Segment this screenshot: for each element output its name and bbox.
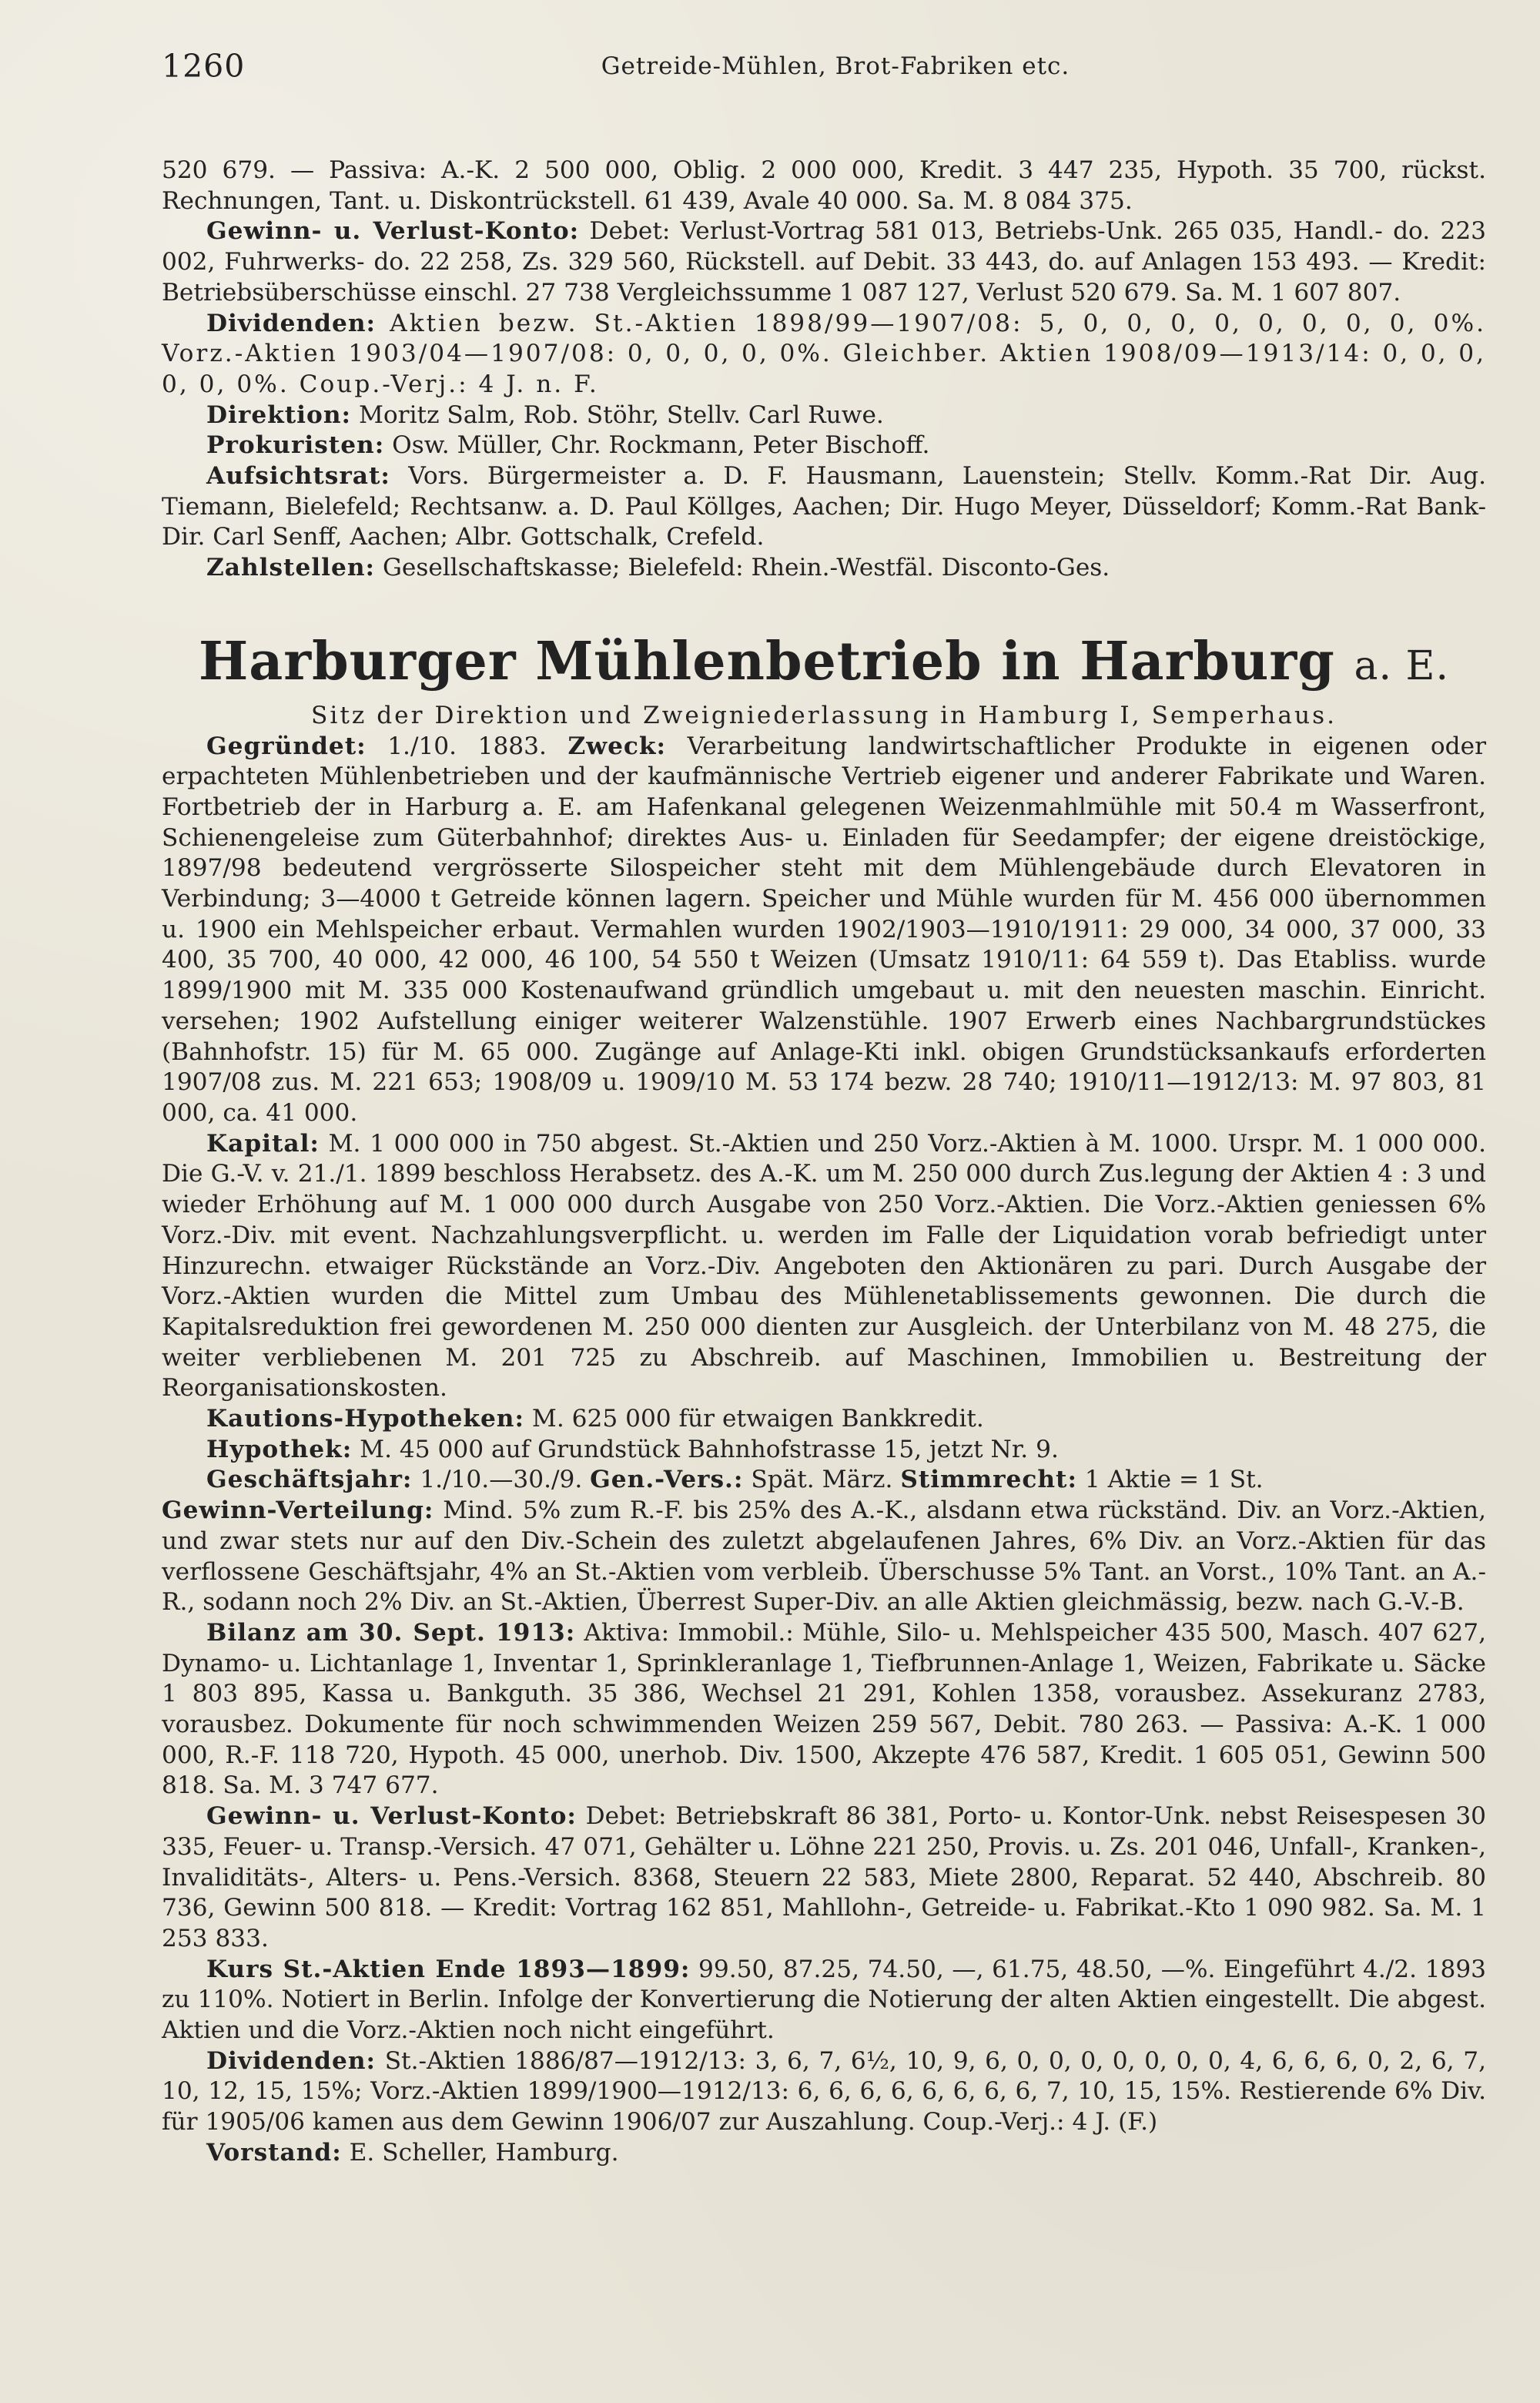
company-entry (162, 732, 1486, 2169)
zahlstellen-label: Zahlstellen: (206, 554, 376, 582)
previous-direktion: Direktion: Moritz Salm, Rob. Stöhr, Stellv. Carl Ruwe. (206, 400, 884, 429)
geschaeftsjahr-label: Geschäftsjahr: (206, 1466, 413, 1494)
company-vorstand: Vorstand: E. Scheller, Hamburg. (206, 2138, 619, 2167)
company-seat: Sitz der Direktion und Zweigniederlassung in Hamburg I, Semperhaus. (310, 701, 1337, 729)
running-title: Getreide-Mühlen, Brot-Fabriken etc. (601, 52, 1070, 80)
company-title (162, 632, 1486, 696)
company-geschaeftsjahr: Geschäftsjahr: 1./10.—30./9. Gen.-Vers.: Spät. März. Stimmrecht: 1 Aktie = 1 St. (206, 1466, 1264, 1494)
company-bilanz: Bilanz am 30. Sept. 1913: Aktiva: Immobil.: Mühle, Silo- u. Mehlspeicher 435 500, Masch. 407 627, Dynamo- u. Lichtanlage 1, Inventar 1, Sprinkleranlage 1, Tiefbrunnen-Anlage 1, Weizen, Fabrikate u. Säcke 1 803 895, Kassa u. Bankguth. 35 386, Wechsel 21 291, Kohlen 1358, vorausbez. Assekuranz 2783, vorausbez. Dokumente für noch schwimmenden Weizen 259 567, Debit. 780 263. — Passiva: A.-K. 1 000 000, R.-F. 118 720, Hypoth. 45 000, unerhob. Div. 1500, Akzepte 476 587, Kredit. 1 605 051, Gewinn 500 818. Sa. M. 3 747 677. (162, 1618, 1486, 1800)
kautions-label: Kautions-Hypotheken: (206, 1405, 524, 1433)
vorstand-label: Vorstand: (206, 2138, 342, 2167)
kapital-label: Kapital: (206, 1129, 320, 1158)
genvers-label: Gen.-Vers.: (590, 1466, 744, 1494)
previous-company-section (162, 156, 1486, 584)
gegruendet-label: Gegründet: (206, 732, 367, 760)
previous-passiva: 520 679. — Passiva: A.-K. 2 500 000, Oblig. 2 000 000, Kredit. 3 447 235, Hypoth. 35 700, rückst. Rechnungen, Tant. u. Diskontrückstell. 61 439, Avale 40 000. Sa. M. 8 084 375. (162, 156, 1486, 215)
company-kapital: Kapital: M. 1 000 000 in 750 abgest. St.-Aktien und 250 Vorz.-Aktien à M. 1000. Urspr. M. 1 000 000. Die G.-V. v. 21./1. 1899 beschloss Herabsetz. des A.-K. um M. 250 000 durch Zus.legung der Aktien 4 : 3 und wieder Erhöhung auf M. 1 000 000 durch Ausgabe von 250 Vorz.-Aktien. Die Vorz.-Aktien geniessen 6% Vorz.-Div. mit event. Nachzahlungsverpflicht. u. werden im Falle der Liquidation vorab befriedigt unter Hinzurechn. etwaiger Rückstände an Vorz.-Div. Angeboten den Aktionären zu pari. Durch Ausgabe der Vorz.-Aktien wurden die Mittel zum Umbau des Mühlenetablissements gewonnen. Die durch die Kapitalsreduktion frei gewordenen M. 250 000 dienten zur Ausgleich. der Unterbilanz von M. 48 275, die weiter verbliebenen M. 201 725 zu Abschreib. auf Maschinen, Immobilien u. Bestreitung der Reorganisationskosten. (162, 1129, 1486, 1403)
guv-label: Gewinn- u. Verlust-Konto: (206, 1802, 577, 1831)
previous-gewinn-konto: Gewinn- u. Verlust-Konto: Debet: Verlust-Vortrag 581 013, Betriebs-Unk. 265 035, Handl.- do. 223 002, Fuhrwerks- do. 22 258, Zs. 329 560, Rückstell. auf Debit. 33 443, do. auf Anlagen 153 493. — Kredit: Betriebsüberschüsse einschl. 27 738 Vergleichssumme 1 087 127, Verlust 520 679. Sa. M. 1 607 807. (162, 217, 1487, 307)
company-kurs: Kurs St.-Aktien Ende 1893—1899: 99.50, 87.25, 74.50, —, 61.75, 48.50, —%. Eingeführt 4./2. 1893 zu 110%. Notiert in Berlin. Infolge der Konvertierung die Notierung der alten Aktien eingestellt. Die abgest. Aktien und die Vorz.-Aktien noch nicht eingeführt. (162, 1955, 1487, 2045)
dividenden-label: Dividenden: (206, 309, 377, 337)
prokuristen-label: Prokuristen: (206, 431, 385, 460)
zweck-label: Zweck: (567, 732, 667, 760)
gewinn-label: Gewinn- u. Verlust-Konto: (206, 217, 580, 246)
company-dividenden: Dividenden: St.-Aktien 1886/87—1912/13: 3, 6, 7, 6½, 10, 9, 6, 0, 0, 0, 0, 0, 0, 0, 4, 6, 6, 6, 0, 2, 6, 7, 10, 12, 15, 15%; Vorz.-Aktien 1899/1900—1912/13: 6, 6, 6, 6, 6, 6, 6, 6, 7, 10, 15, 15%. Restierende 6% Div. für 1905/06 kamen aus dem Gewinn 1906/07 zur Auszahlung. Coup.-Verj.: 4 J. (F.) (162, 2046, 1486, 2137)
previous-prokuristen: Prokuristen: Osw. Müller, Chr. Rockmann, Peter Bischoff. (206, 431, 930, 460)
company-guv-konto: Gewinn- u. Verlust-Konto: Debet: Betriebskraft 86 381, Porto- u. Kontor-Unk. nebst Reisespesen 30 335, Feuer- u. Transp.-Versich. 47 071, Gehälter u. Löhne 221 250, Provis. u. Zs. 201 046, Unfall-, Kranken-, Invaliditäts-, Alters- u. Pens.-Versich. 8368, Steuern 22 583, Miete 2800, Reparat. 52 440, Abschreib. 80 736, Gewinn 500 818. — Kredit: Vortrag 162 851, Mahllohn-, Getreide- u. Fabrikat.-Kto 1 090 982. Sa. M. 1 253 833. (162, 1802, 1487, 1952)
kurs-label: Kurs St.-Aktien Ende 1893—1899: (206, 1955, 691, 1983)
direktion-label: Direktion: (206, 400, 352, 429)
previous-dividenden: Dividenden: Aktien bezw. St.-Aktien 1898/99—1907/08: 5, 0, 0, 0, 0, 0, 0, 0, 0, 0%. Vorz.-Aktien 1903/04—1907/08: 0, 0, 0, 0, 0%. Gleichber. Aktien 1908/09—1913/14: 0, 0, 0, 0, 0, 0%. Coup.-Verj.: 4 J. n. F. (162, 309, 1486, 398)
stimmrecht-label: Stimmrecht: (900, 1466, 1077, 1494)
bilanz-label: Bilanz am 30. Sept. 1913: (206, 1618, 576, 1647)
company-gewinn-verteilung: Gewinn-Verteilung: Mind. 5% zum R.-F. bis 25% des A.-K., alsdann etwa rückständ. Div. an Vorz.-Aktien, und zwar stets nur auf den Div.-Schein des zuletzt abgelaufenen Jahres, 6% Div. an Vorz.-Aktien für das verflossene Geschäftsjahr, 4% an St.-Aktien vom verbleib. Überschusse 5% Tant. an Vorst., 10% Tant. an A.-R., sodann noch 2% Div. an St.-Aktien, Überrest Super-Div. an alle Aktien gleichmässig, bezw. nach G.-V.-B. (162, 1496, 1486, 1617)
company-gegruendet-zweck: Gegründet: 1./10. 1883. Zweck: Verarbeitung landwirtschaftlicher Produkte in eigenen oder erpachteten Mühlenbetrieben und der kaufmännische Vertrieb eigener und anderer Fabrikate und Waren. Fortbetrieb der in Harburg a. E. am Hafenkanal gelegenen Weizenmahlmühle mit 50.4 m Wasserfront, Schienengeleise zum Güterbahnhof; direktes Aus- u. Einladen für Seedampfer; der eigene dreistöckige, 1897/98 bedeutend vergrösserte Silospeicher steht mit dem Mühlengebäude durch Elevatoren in Verbindung; 3—4000 t Getreide können lagern. Speicher und Mühle wurden für M. 456 000 übernommen u. 1900 ein Mehlspeicher erbaut. Vermahlen wurden 1902/1903—1910/1911: 29 000, 34 000, 37 000, 33 400, 35 700, 40 000, 42 000, 46 100, 54 550 t Weizen (Umsatz 1910/11: 64 559 t). Das Etabliss. wurde 1899/1900 mit M. 335 000 Kostenaufwand gründlich umgebaut u. mit den neuesten maschin. Einricht. versehen; 1902 Aufstellung einiger weiterer Walzenstühle. 1907 Erwerb eines Nachbargrundstückes (Bahnhofstr. 15) für M. 65 000. Zugänge auf Anlage-Kti inkl. obigen Grundstücksankaufs erforderten 1907/08 zus. M. 221 653; 1908/09 u. 1909/10 M. 53 174 bezw. 28 740; 1910/11—1912/13: M. 97 803, 81 000, ca. 41 000. (162, 732, 1487, 1127)
company-kautions-hypotheken: Kautions-Hypotheken: M. 625 000 für etwaigen Bankkredit. (206, 1405, 984, 1433)
aufsichtsrat-label: Aufsichtsrat: (206, 462, 390, 491)
hypothek-label: Hypothek: (206, 1435, 353, 1463)
company-hypothek: Hypothek: M. 45 000 auf Grundstück Bahnhofstrasse 15, jetzt Nr. 9. (206, 1435, 1059, 1463)
company-title-suffix: a. E. (1354, 642, 1449, 689)
page-header (162, 48, 1486, 94)
previous-aufsichtsrat: Aufsichtsrat: Vors. Bürgermeister a. D. F. Hausmann, Lauenstein; Stellv. Komm.-Rat Dir. Aug. Tiemann, Bielefeld; Rechtsanw. a. D. Paul Köllges, Aachen; Dir. Hugo Meyer, Düsseldorf; Komm.-Rat Bank-Dir. Carl Senff, Aachen; Albr. Gottschalk, Crefeld. (162, 462, 1486, 551)
company-dividenden-label: Dividenden: (206, 2046, 377, 2075)
company-title-main: Harburger Mühlenbetrieb in Harburg (199, 630, 1335, 692)
page-number: 1260 (162, 48, 246, 85)
previous-zahlstellen: Zahlstellen: Gesellschaftskasse; Bielefeld: Rhein.-Westfäl. Disconto-Ges. (206, 554, 1110, 582)
gewinnverteilung-label: Gewinn-Verteilung: (162, 1496, 434, 1525)
